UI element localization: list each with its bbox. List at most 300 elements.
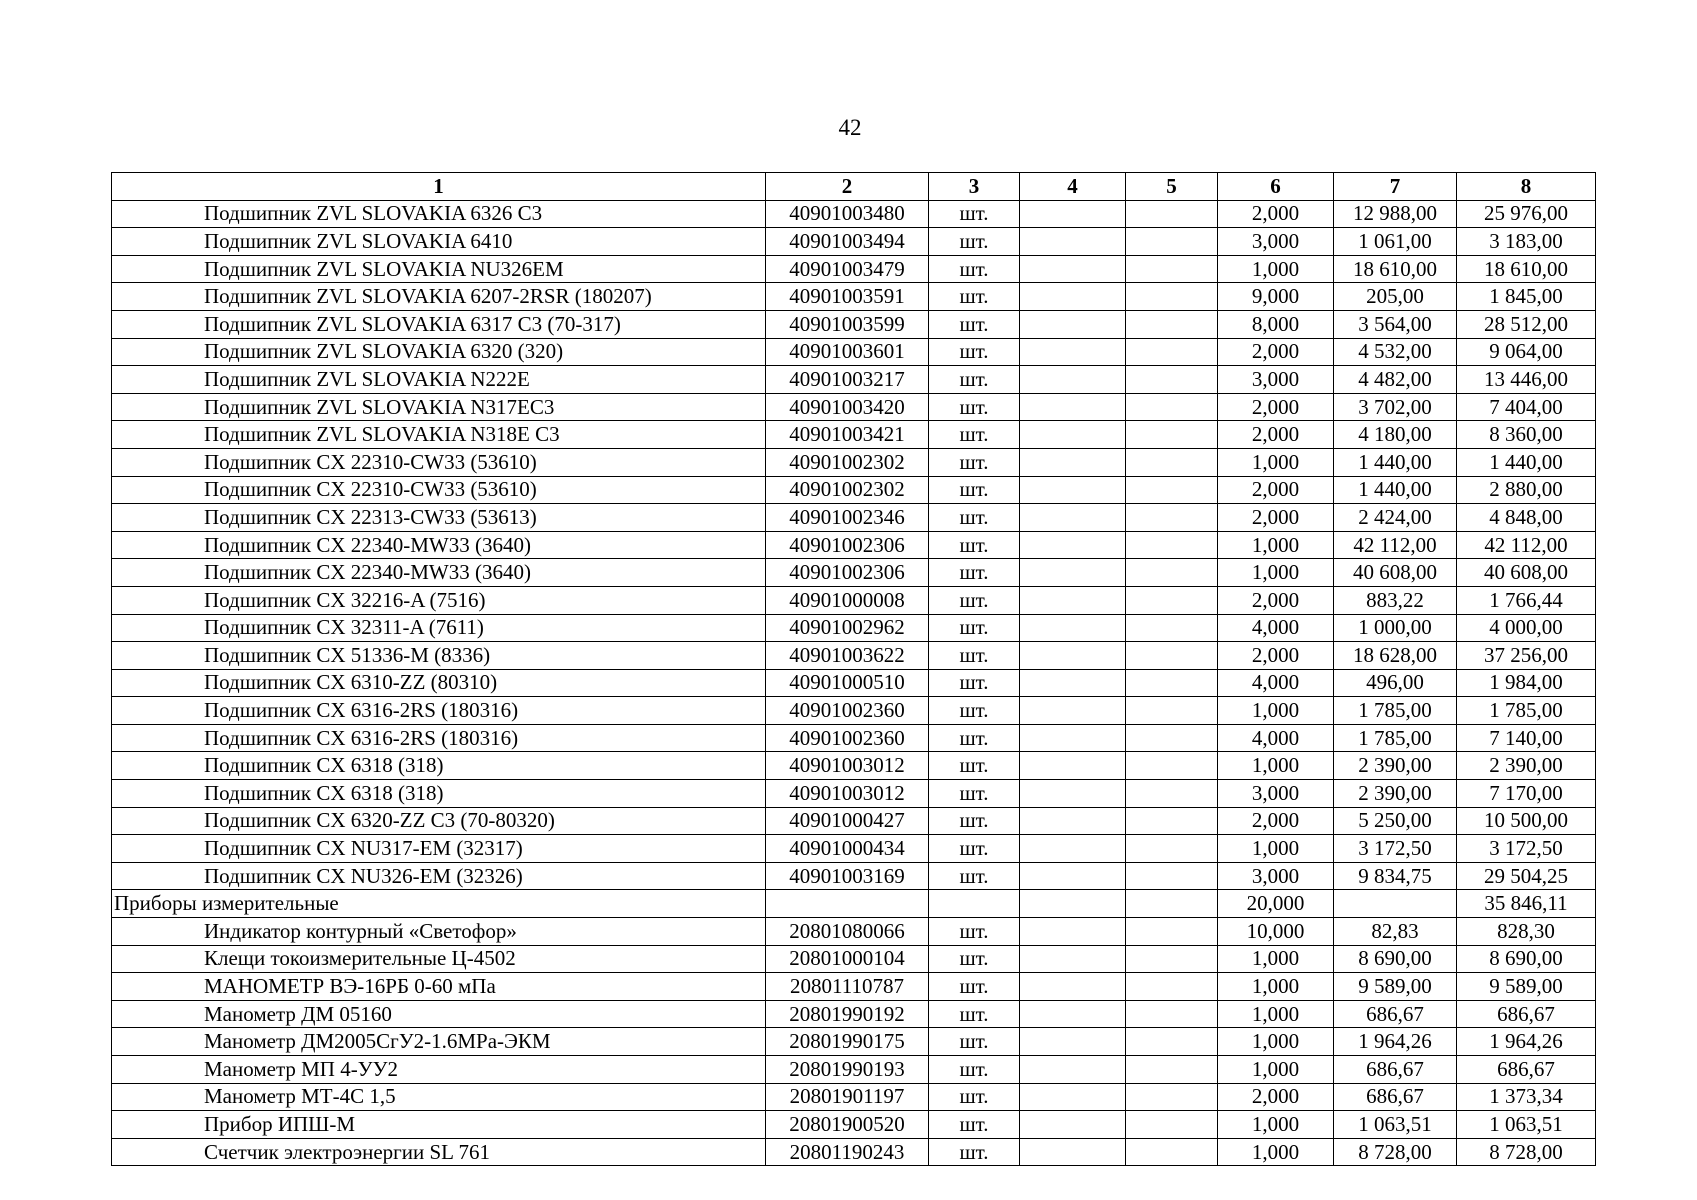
- price-cell: 1 061,00: [1334, 228, 1457, 256]
- item-code-cell: 20801080066: [766, 918, 929, 946]
- col-4-cell: [1020, 780, 1126, 808]
- quantity-cell: 4,000: [1218, 614, 1334, 642]
- sum-cell: 7 140,00: [1457, 724, 1596, 752]
- quantity-cell: 2,000: [1218, 421, 1334, 449]
- item-code-cell: 40901000008: [766, 586, 929, 614]
- sum-cell: 1 845,00: [1457, 283, 1596, 311]
- unit-cell: шт.: [929, 283, 1020, 311]
- item-name-cell: Прибор ИПШ-М: [112, 1111, 766, 1139]
- unit-cell: шт.: [929, 642, 1020, 670]
- col-5-cell: [1126, 1028, 1218, 1056]
- col-4-cell: [1020, 862, 1126, 890]
- col-4-cell: [1020, 448, 1126, 476]
- item-code-cell: 40901002962: [766, 614, 929, 642]
- sum-cell: 8 728,00: [1457, 1138, 1596, 1166]
- item-name-cell: Клещи токоизмерительные Ц-4502: [112, 945, 766, 973]
- table-row: [112, 1083, 1596, 1111]
- table-row: [112, 504, 1596, 532]
- item-code-cell: 20801900520: [766, 1111, 929, 1139]
- table-row: [112, 862, 1596, 890]
- col-4-cell: [1020, 504, 1126, 532]
- col-4-cell: [1020, 255, 1126, 283]
- unit-cell: шт.: [929, 697, 1020, 725]
- sum-cell: 1 373,34: [1457, 1083, 1596, 1111]
- quantity-cell: 3,000: [1218, 780, 1334, 808]
- item-name-cell: Подшипник CX NU317-EM (32317): [112, 835, 766, 863]
- col-4-cell: [1020, 1083, 1126, 1111]
- price-cell: 1 440,00: [1334, 448, 1457, 476]
- unit-cell: шт.: [929, 338, 1020, 366]
- sum-cell: 7 170,00: [1457, 780, 1596, 808]
- col-5-cell: [1126, 200, 1218, 228]
- group-row: [112, 890, 1596, 918]
- table-row: [112, 1138, 1596, 1166]
- sum-cell: 8 690,00: [1457, 945, 1596, 973]
- unit-cell: шт.: [929, 476, 1020, 504]
- quantity-cell: 3,000: [1218, 366, 1334, 394]
- item-name-cell: Подшипник CX 51336-M (8336): [112, 642, 766, 670]
- quantity-cell: 1,000: [1218, 255, 1334, 283]
- price-cell: 1 000,00: [1334, 614, 1457, 642]
- price-cell: 18 610,00: [1334, 255, 1457, 283]
- unit-cell: шт.: [929, 780, 1020, 808]
- col-5-cell: [1126, 310, 1218, 338]
- quantity-cell: 9,000: [1218, 283, 1334, 311]
- item-code-cell: 40901003591: [766, 283, 929, 311]
- price-cell: 686,67: [1334, 1056, 1457, 1084]
- item-name-cell: Подшипник CX 22340-MW33 (3640): [112, 531, 766, 559]
- col-4-cell: [1020, 366, 1126, 394]
- price-cell: 205,00: [1334, 283, 1457, 311]
- col-4-cell: [1020, 310, 1126, 338]
- table-row: [112, 669, 1596, 697]
- item-name-cell: Подшипник CX 22313-CW33 (53613): [112, 504, 766, 532]
- col-5-cell: [1126, 283, 1218, 311]
- table-row: [112, 1000, 1596, 1028]
- unit-cell: шт.: [929, 228, 1020, 256]
- quantity-cell: 3,000: [1218, 862, 1334, 890]
- col-4-cell: [1020, 228, 1126, 256]
- col-5-cell: [1126, 724, 1218, 752]
- price-cell: 4 482,00: [1334, 366, 1457, 394]
- sum-cell: 1 785,00: [1457, 697, 1596, 725]
- item-name-cell: Манометр ДМ2005СгУ2-1.6МРа-ЭКМ: [112, 1028, 766, 1056]
- item-code-cell: 40901003599: [766, 310, 929, 338]
- item-code-cell: 40901002346: [766, 504, 929, 532]
- col-4-cell: [1020, 1028, 1126, 1056]
- price-cell: 1 785,00: [1334, 697, 1457, 725]
- col-5-cell: [1126, 421, 1218, 449]
- col-5-cell: [1126, 476, 1218, 504]
- col-5-cell: [1126, 255, 1218, 283]
- unit-cell: шт.: [929, 918, 1020, 946]
- sum-cell: 4 848,00: [1457, 504, 1596, 532]
- price-cell: 496,00: [1334, 669, 1457, 697]
- item-name-cell: Подшипник ZVL SLOVAKIA 6326 C3: [112, 200, 766, 228]
- quantity-cell: 2,000: [1218, 338, 1334, 366]
- item-name-cell: Подшипник ZVL SLOVAKIA 6317 C3 (70-317): [112, 310, 766, 338]
- col-4-cell: [1020, 1138, 1126, 1166]
- unit-cell: шт.: [929, 835, 1020, 863]
- col-5-cell: [1126, 531, 1218, 559]
- col-4-cell: [1020, 752, 1126, 780]
- unit-cell: шт.: [929, 1083, 1020, 1111]
- price-cell: 1 964,26: [1334, 1028, 1457, 1056]
- table-row: [112, 586, 1596, 614]
- unit-cell: шт.: [929, 724, 1020, 752]
- table-row: [112, 780, 1596, 808]
- unit-cell: шт.: [929, 200, 1020, 228]
- quantity-cell: 2,000: [1218, 586, 1334, 614]
- price-cell: 8 690,00: [1334, 945, 1457, 973]
- col-5-cell: [1126, 393, 1218, 421]
- item-code-cell: 40901000427: [766, 807, 929, 835]
- col-4-cell: [1020, 918, 1126, 946]
- item-code-cell: 40901002302: [766, 476, 929, 504]
- quantity-cell: 2,000: [1218, 200, 1334, 228]
- col-4-cell: [1020, 890, 1126, 918]
- col-4-cell: [1020, 973, 1126, 1001]
- col-4-cell: [1020, 586, 1126, 614]
- unit-cell: шт.: [929, 1111, 1020, 1139]
- table-row: [112, 255, 1596, 283]
- price-cell: 4 180,00: [1334, 421, 1457, 449]
- header-col-2: 2: [766, 173, 929, 201]
- price-cell: [1334, 890, 1457, 918]
- sum-cell: 2 390,00: [1457, 752, 1596, 780]
- item-name-cell: Подшипник CX 6318 (318): [112, 780, 766, 808]
- header-col-6: 6: [1218, 173, 1334, 201]
- unit-cell: шт.: [929, 310, 1020, 338]
- item-code-cell: 20801990192: [766, 1000, 929, 1028]
- table-row: [112, 918, 1596, 946]
- col-4-cell: [1020, 642, 1126, 670]
- sum-cell: 1 440,00: [1457, 448, 1596, 476]
- item-name-cell: Подшипник ZVL SLOVAKIA 6207-2RSR (180207): [112, 283, 766, 311]
- quantity-cell: 20,000: [1218, 890, 1334, 918]
- price-cell: 883,22: [1334, 586, 1457, 614]
- header-col-5: 5: [1126, 173, 1218, 201]
- unit-cell: шт.: [929, 807, 1020, 835]
- col-5-cell: [1126, 642, 1218, 670]
- item-code-cell: 20801000104: [766, 945, 929, 973]
- quantity-cell: 3,000: [1218, 228, 1334, 256]
- table-row: [112, 310, 1596, 338]
- quantity-cell: 1,000: [1218, 697, 1334, 725]
- item-code-cell: 40901002306: [766, 531, 929, 559]
- unit-cell: шт.: [929, 531, 1020, 559]
- price-cell: 9 589,00: [1334, 973, 1457, 1001]
- item-code-cell: 20801190243: [766, 1138, 929, 1166]
- col-4-cell: [1020, 669, 1126, 697]
- item-name-cell: Индикатор контурный «Светофор»: [112, 918, 766, 946]
- item-code-cell: 40901003480: [766, 200, 929, 228]
- unit-cell: шт.: [929, 1000, 1020, 1028]
- item-code-cell: 40901003622: [766, 642, 929, 670]
- header-col-1: 1: [112, 173, 766, 201]
- table-row: [112, 421, 1596, 449]
- item-name-cell: Подшипник ZVL SLOVAKIA N318E C3: [112, 421, 766, 449]
- quantity-cell: 2,000: [1218, 642, 1334, 670]
- unit-cell: шт.: [929, 862, 1020, 890]
- item-name-cell: Подшипник CX NU326-EM (32326): [112, 862, 766, 890]
- unit-cell: шт.: [929, 393, 1020, 421]
- price-cell: 2 424,00: [1334, 504, 1457, 532]
- quantity-cell: 1,000: [1218, 835, 1334, 863]
- col-5-cell: [1126, 1000, 1218, 1028]
- quantity-cell: 2,000: [1218, 1083, 1334, 1111]
- item-code-cell: 40901003012: [766, 780, 929, 808]
- header-row: [112, 173, 1596, 201]
- price-cell: 42 112,00: [1334, 531, 1457, 559]
- col-5-cell: [1126, 945, 1218, 973]
- item-name-cell: Манометр ДМ 05160: [112, 1000, 766, 1028]
- price-cell: 9 834,75: [1334, 862, 1457, 890]
- item-name-cell: Подшипник CX 6318 (318): [112, 752, 766, 780]
- col-4-cell: [1020, 697, 1126, 725]
- col-4-cell: [1020, 200, 1126, 228]
- table-row: [112, 448, 1596, 476]
- sum-cell: 686,67: [1457, 1000, 1596, 1028]
- sum-cell: 1 063,51: [1457, 1111, 1596, 1139]
- item-code-cell: 40901003420: [766, 393, 929, 421]
- inventory-table: [111, 172, 1596, 1166]
- item-code-cell: 20801990193: [766, 1056, 929, 1084]
- price-cell: 5 250,00: [1334, 807, 1457, 835]
- quantity-cell: 1,000: [1218, 448, 1334, 476]
- table-row: [112, 1056, 1596, 1084]
- table-row: [112, 559, 1596, 587]
- item-name-cell: Подшипник ZVL SLOVAKIA 6320 (320): [112, 338, 766, 366]
- header-col-4: 4: [1020, 173, 1126, 201]
- col-5-cell: [1126, 918, 1218, 946]
- col-5-cell: [1126, 1111, 1218, 1139]
- table-row: [112, 614, 1596, 642]
- quantity-cell: 1,000: [1218, 559, 1334, 587]
- table-row: [112, 835, 1596, 863]
- item-name-cell: МАНОМЕТР ВЭ-16РБ 0-60 мПа: [112, 973, 766, 1001]
- price-cell: 686,67: [1334, 1083, 1457, 1111]
- col-4-cell: [1020, 945, 1126, 973]
- item-code-cell: 40901003601: [766, 338, 929, 366]
- col-4-cell: [1020, 531, 1126, 559]
- quantity-cell: 1,000: [1218, 945, 1334, 973]
- col-5-cell: [1126, 669, 1218, 697]
- col-5-cell: [1126, 752, 1218, 780]
- sum-cell: 7 404,00: [1457, 393, 1596, 421]
- col-5-cell: [1126, 586, 1218, 614]
- item-code-cell: 40901000510: [766, 669, 929, 697]
- col-4-cell: [1020, 835, 1126, 863]
- unit-cell: шт.: [929, 614, 1020, 642]
- unit-cell: шт.: [929, 1056, 1020, 1084]
- col-5-cell: [1126, 835, 1218, 863]
- col-4-cell: [1020, 614, 1126, 642]
- col-4-cell: [1020, 476, 1126, 504]
- col-5-cell: [1126, 338, 1218, 366]
- quantity-cell: 1,000: [1218, 1111, 1334, 1139]
- sum-cell: 1 766,44: [1457, 586, 1596, 614]
- item-code-cell: 40901000434: [766, 835, 929, 863]
- price-cell: 4 532,00: [1334, 338, 1457, 366]
- quantity-cell: 2,000: [1218, 504, 1334, 532]
- sum-cell: 9 589,00: [1457, 973, 1596, 1001]
- quantity-cell: 1,000: [1218, 752, 1334, 780]
- table-row: [112, 752, 1596, 780]
- unit-cell: шт.: [929, 669, 1020, 697]
- unit-cell: шт.: [929, 504, 1020, 532]
- table-row: [112, 531, 1596, 559]
- item-code-cell: 20801110787: [766, 973, 929, 1001]
- item-code-cell: 20801990175: [766, 1028, 929, 1056]
- price-cell: 3 702,00: [1334, 393, 1457, 421]
- col-5-cell: [1126, 228, 1218, 256]
- item-name-cell: Подшипник CX 6320-ZZ C3 (70-80320): [112, 807, 766, 835]
- quantity-cell: 8,000: [1218, 310, 1334, 338]
- item-name-cell: Подшипник CX 6316-2RS (180316): [112, 724, 766, 752]
- header-col-8: 8: [1457, 173, 1596, 201]
- col-5-cell: [1126, 559, 1218, 587]
- col-4-cell: [1020, 807, 1126, 835]
- price-cell: 1 785,00: [1334, 724, 1457, 752]
- col-4-cell: [1020, 393, 1126, 421]
- table-header: [112, 173, 1596, 201]
- col-5-cell: [1126, 1083, 1218, 1111]
- item-name-cell: Подшипник ZVL SLOVAKIA N317EC3: [112, 393, 766, 421]
- unit-cell: шт.: [929, 752, 1020, 780]
- unit-cell: шт.: [929, 255, 1020, 283]
- col-5-cell: [1126, 504, 1218, 532]
- item-name-cell: Подшипник CX 22310-CW33 (53610): [112, 448, 766, 476]
- price-cell: 40 608,00: [1334, 559, 1457, 587]
- col-5-cell: [1126, 1138, 1218, 1166]
- quantity-cell: 1,000: [1218, 1028, 1334, 1056]
- item-code-cell: 40901003012: [766, 752, 929, 780]
- table-row: [112, 228, 1596, 256]
- col-4-cell: [1020, 1056, 1126, 1084]
- table-row: [112, 393, 1596, 421]
- col-4-cell: [1020, 1000, 1126, 1028]
- unit-cell: шт.: [929, 945, 1020, 973]
- table-row: [112, 642, 1596, 670]
- sum-cell: 4 000,00: [1457, 614, 1596, 642]
- quantity-cell: 1,000: [1218, 1056, 1334, 1084]
- price-cell: 686,67: [1334, 1000, 1457, 1028]
- item-name-cell: Подшипник CX 22340-MW33 (3640): [112, 559, 766, 587]
- page-number: 42: [838, 115, 862, 140]
- item-name-cell: Счетчик электроэнергии SL 761: [112, 1138, 766, 1166]
- sum-cell: 10 500,00: [1457, 807, 1596, 835]
- item-name-cell: Подшипник CX 6316-2RS (180316): [112, 697, 766, 725]
- unit-cell: шт.: [929, 448, 1020, 476]
- item-code-cell: [766, 890, 929, 918]
- item-code-cell: 40901002360: [766, 724, 929, 752]
- col-5-cell: [1126, 1056, 1218, 1084]
- table-row: [112, 697, 1596, 725]
- sum-cell: 9 064,00: [1457, 338, 1596, 366]
- sum-cell: 13 446,00: [1457, 366, 1596, 394]
- col-4-cell: [1020, 1111, 1126, 1139]
- unit-cell: шт.: [929, 973, 1020, 1001]
- table-row: [112, 724, 1596, 752]
- table-row: [112, 1111, 1596, 1139]
- col-5-cell: [1126, 448, 1218, 476]
- item-name-cell: Подшипник CX 32311-A (7611): [112, 614, 766, 642]
- sum-cell: 25 976,00: [1457, 200, 1596, 228]
- col-5-cell: [1126, 614, 1218, 642]
- item-name-cell: Подшипник CX 32216-A (7516): [112, 586, 766, 614]
- col-5-cell: [1126, 697, 1218, 725]
- item-code-cell: 20801901197: [766, 1083, 929, 1111]
- quantity-cell: 2,000: [1218, 807, 1334, 835]
- unit-cell: шт.: [929, 366, 1020, 394]
- quantity-cell: 2,000: [1218, 393, 1334, 421]
- sum-cell: 37 256,00: [1457, 642, 1596, 670]
- item-code-cell: 40901002302: [766, 448, 929, 476]
- quantity-cell: 1,000: [1218, 1000, 1334, 1028]
- sum-cell: 686,67: [1457, 1056, 1596, 1084]
- col-4-cell: [1020, 283, 1126, 311]
- col-5-cell: [1126, 973, 1218, 1001]
- quantity-cell: 1,000: [1218, 973, 1334, 1001]
- price-cell: 3 172,50: [1334, 835, 1457, 863]
- table-row: [112, 366, 1596, 394]
- item-code-cell: 40901003421: [766, 421, 929, 449]
- quantity-cell: 1,000: [1218, 1138, 1334, 1166]
- sum-cell: 8 360,00: [1457, 421, 1596, 449]
- item-name-cell: Манометр МП 4-УУ2: [112, 1056, 766, 1084]
- col-5-cell: [1126, 366, 1218, 394]
- price-cell: 2 390,00: [1334, 752, 1457, 780]
- unit-cell: шт.: [929, 1028, 1020, 1056]
- sum-cell: 1 984,00: [1457, 669, 1596, 697]
- col-5-cell: [1126, 780, 1218, 808]
- quantity-cell: 4,000: [1218, 724, 1334, 752]
- unit-cell: шт.: [929, 421, 1020, 449]
- sum-cell: 2 880,00: [1457, 476, 1596, 504]
- price-cell: 1 440,00: [1334, 476, 1457, 504]
- table-row: [112, 338, 1596, 366]
- item-name-cell: Подшипник ZVL SLOVAKIA 6410: [112, 228, 766, 256]
- sum-cell: 35 846,11: [1457, 890, 1596, 918]
- col-5-cell: [1126, 807, 1218, 835]
- sum-cell: 28 512,00: [1457, 310, 1596, 338]
- sum-cell: 40 608,00: [1457, 559, 1596, 587]
- table-row: [112, 1028, 1596, 1056]
- header-col-3: 3: [929, 173, 1020, 201]
- item-code-cell: 40901002306: [766, 559, 929, 587]
- item-name-cell: Подшипник ZVL SLOVAKIA N222E: [112, 366, 766, 394]
- item-code-cell: 40901003169: [766, 862, 929, 890]
- table-row: [112, 973, 1596, 1001]
- item-code-cell: 40901003494: [766, 228, 929, 256]
- col-4-cell: [1020, 338, 1126, 366]
- table-row: [112, 807, 1596, 835]
- col-4-cell: [1020, 421, 1126, 449]
- unit-cell: шт.: [929, 559, 1020, 587]
- sum-cell: 828,30: [1457, 918, 1596, 946]
- sum-cell: 3 172,50: [1457, 835, 1596, 863]
- sum-cell: 29 504,25: [1457, 862, 1596, 890]
- sum-cell: 42 112,00: [1457, 531, 1596, 559]
- price-cell: 82,83: [1334, 918, 1457, 946]
- price-cell: 18 628,00: [1334, 642, 1457, 670]
- item-name-cell: Приборы измерительные: [112, 890, 766, 918]
- sum-cell: 18 610,00: [1457, 255, 1596, 283]
- table-row: [112, 200, 1596, 228]
- unit-cell: шт.: [929, 1138, 1020, 1166]
- unit-cell: шт.: [929, 586, 1020, 614]
